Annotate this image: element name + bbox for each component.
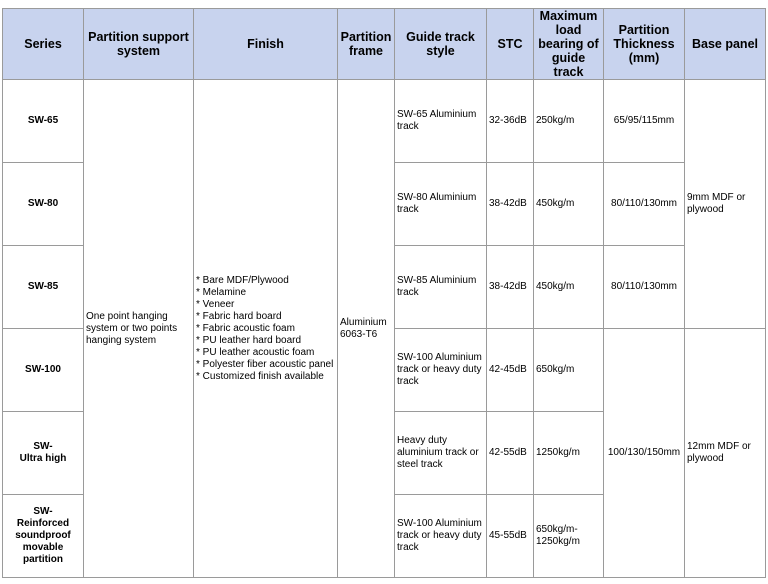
header-base-panel: Base panel — [685, 9, 766, 80]
finish-item: * Bare MDF/Plywood — [196, 274, 289, 286]
spec-table — [2, 8, 766, 578]
series-cell: SW-80 — [3, 163, 84, 246]
finish-item: * Veneer — [196, 298, 235, 310]
load-cell: 450kg/m — [534, 246, 604, 329]
stc-cell: 38-42dB — [487, 163, 534, 246]
guide-track-cell: SW-85 Aluminium track — [395, 246, 487, 329]
guide-track-cell: SW-100 Aluminium track or heavy duty track — [395, 329, 487, 412]
base-panel-cell: 9mm MDF or plywood — [685, 80, 766, 329]
series-line: SW- — [33, 441, 53, 452]
finish-item: * PU leather hard board — [196, 334, 302, 346]
base-panel-cell: 12mm MDF or plywood — [685, 329, 766, 578]
load-cell: 650kg/m — [534, 329, 604, 412]
header-finish: Finish — [194, 9, 338, 80]
finish-item: * Melamine — [196, 286, 247, 298]
header-max-load: Maximum load bearing of guide track — [534, 9, 604, 80]
table-row — [3, 80, 766, 163]
header-guide-track: Guide track style — [395, 9, 487, 80]
finish-item: * Polyester fiber acoustic panel — [196, 358, 334, 370]
header-series: Series — [3, 9, 84, 80]
finish-item: * PU leather acoustic foam — [196, 346, 315, 358]
series-line: Ultra high — [19, 453, 67, 464]
series-cell: SW-100 — [3, 329, 84, 412]
guide-track-cell: SW-80 Aluminium track — [395, 163, 487, 246]
load-cell: 450kg/m — [534, 163, 604, 246]
series-cell — [3, 495, 84, 578]
finish-item: * Customized finish available — [196, 370, 324, 382]
thickness-cell: 80/110/130mm — [604, 246, 685, 329]
series-cell — [3, 412, 84, 495]
series-cell: SW-65 — [3, 80, 84, 163]
finish-cell — [194, 80, 338, 578]
guide-track-cell: SW-65 Aluminium track — [395, 80, 487, 163]
series-cell: SW-85 — [3, 246, 84, 329]
header-frame: Partition frame — [338, 9, 395, 80]
series-line: Reinforced soundproof movable partition — [15, 518, 71, 565]
thickness-cell: 65/95/115mm — [604, 80, 685, 163]
stc-cell: 42-45dB — [487, 329, 534, 412]
load-line: 650kg/m- — [536, 524, 578, 535]
finish-item: * Fabric acoustic foam — [196, 322, 295, 334]
load-cell: 250kg/m — [534, 80, 604, 163]
header-row — [3, 9, 766, 80]
support-system-cell: One point hanging system or two points hanging system — [84, 80, 194, 578]
header-stc: STC — [487, 9, 534, 80]
guide-track-cell: Heavy duty aluminium track or steel track — [395, 412, 487, 495]
finish-item: * Fabric hard board — [196, 310, 282, 322]
header-support-system: Partition support system — [84, 9, 194, 80]
stc-cell: 38-42dB — [487, 246, 534, 329]
stc-cell: 45-55dB — [487, 495, 534, 578]
thickness-cell: 100/130/150mm — [604, 329, 685, 578]
load-line: 1250kg/m — [536, 536, 580, 547]
guide-track-cell: SW-100 Aluminium track or heavy duty track — [395, 495, 487, 578]
header-thickness: Partition Thickness (mm) — [604, 9, 685, 80]
stc-cell: 32-36dB — [487, 80, 534, 163]
stc-cell: 42-55dB — [487, 412, 534, 495]
load-cell — [534, 495, 604, 578]
series-line: SW- — [33, 506, 53, 517]
frame-cell: Aluminium 6063-T6 — [338, 80, 395, 578]
load-cell: 1250kg/m — [534, 412, 604, 495]
thickness-cell: 80/110/130mm — [604, 163, 685, 246]
